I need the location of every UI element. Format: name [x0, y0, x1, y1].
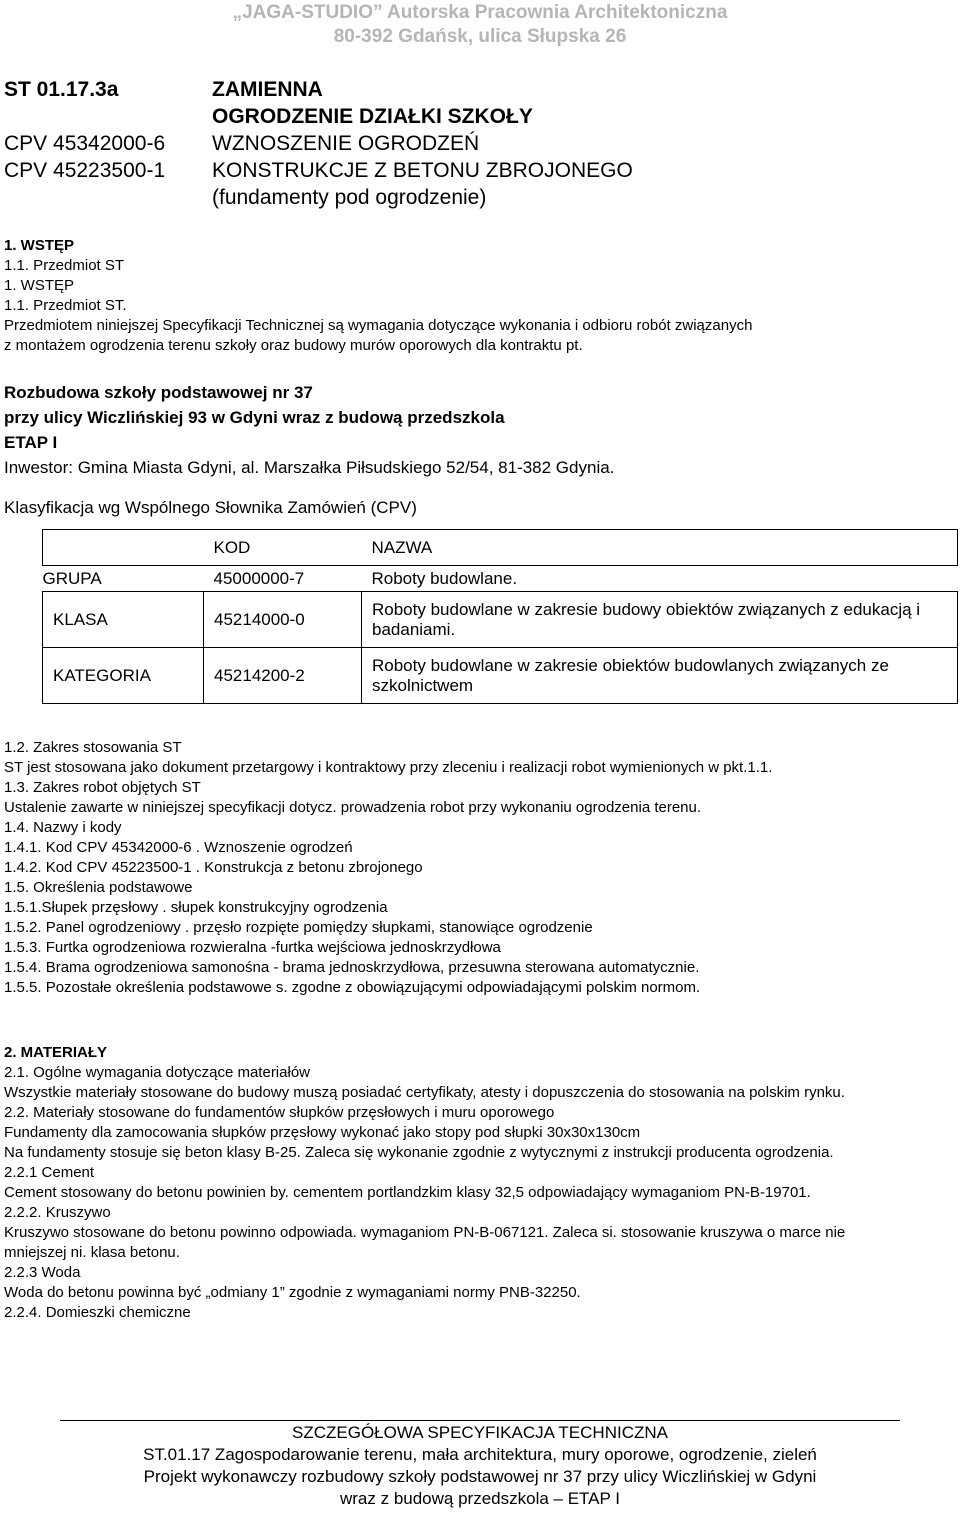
- table-cell-group: KLASA: [43, 592, 204, 648]
- heading-2-2-1: 2.2.1 Cement: [4, 1164, 95, 1181]
- title-line-1: ZAMIENNA: [212, 78, 323, 101]
- letterhead-address: 80-392 Gdańsk, ulica Słupska 26: [333, 26, 627, 47]
- table-cell-name: Roboty budowlane w zakresie obiektów budowlanych związanych ze szkolnictwem: [362, 648, 958, 704]
- intro-paragraph-line-1: Przedmiotem niniejszej Specyfikacji Technicznej są wymagania dotyczące wykonania i odbioru robót związanych: [4, 317, 753, 334]
- project-stage: ETAP I: [4, 433, 58, 452]
- section-1-details: [4, 738, 864, 998]
- heading-materialy: 2. MATERIAŁY: [4, 1044, 108, 1061]
- table-cell-code: 45214200-2: [204, 648, 362, 704]
- paragraph-2-2-2: Kruszywo stosowane do betonu powinno odpowiada. wymaganiom PN-B-067121. Zaleca si. stosowanie kruszywa o marce nie mniejszej ni. klasa betonu.: [4, 1224, 846, 1261]
- heading-1-4: 1.4. Nazwy i kody: [4, 819, 122, 836]
- table-header-kod: KOD: [204, 530, 362, 566]
- item-1-5-5: 1.5.5. Pozostałe określenia podstawowe s. zgodne z obowiązującymi odpowiadającymi polskim normom.: [4, 979, 701, 996]
- table-cell-group: GRUPA: [42, 568, 102, 588]
- title-line-3: WZNOSZENIE OGRODZEŃ: [212, 132, 480, 155]
- project-info: [4, 380, 954, 520]
- footer-divider: [60, 1420, 900, 1421]
- footer-line-3: Projekt wykonawczy rozbudowy szkoły podstawowej nr 37 przy ulicy Wiczlińskiej w Gdyni: [143, 1467, 817, 1486]
- title-line-4: KONSTRUKCJE Z BETONU ZBROJONEGO: [212, 159, 633, 182]
- spacer: [4, 103, 165, 130]
- paragraph-1-3: Ustalenie zawarte w niniejszej specyfikacji dotycz. prowadzenia robot przy wykonaniu ogrodzenia terenu.: [4, 799, 702, 816]
- project-line-1: Rozbudowa szkoły podstawowej nr 37: [4, 383, 313, 402]
- paragraph-2-2-b: Na fundamenty stosuje się beton klasy B-25. Zaleca się wykonanie zgodnie z wytycznymi z instrukcji producenta ogrodzenia.: [4, 1144, 834, 1161]
- table-row: [43, 566, 958, 592]
- investor: Inwestor: Gmina Miasta Gdyni, al. Marszałka Piłsudskiego 52/54, 81-382 Gdynia.: [4, 458, 615, 477]
- heading-2-2-2: 2.2.2. Kruszywo: [4, 1204, 111, 1221]
- item-1-5-4: 1.5.4. Brama ogrodzeniowa samonośna - brama jednoskrzydłowa, przesuwna sterowana automatycznie.: [4, 959, 700, 976]
- paragraph-2-2-a: Fundamenty dla zamocowania słupków przęsłowy wykonać jako stopy pod słupki 30x30x130cm: [4, 1124, 641, 1141]
- table-cell-group: KATEGORIA: [43, 648, 204, 704]
- heading-przedmiot-repeat: 1.1. Przedmiot ST.: [4, 297, 127, 314]
- paragraph-2-2-1: Cement stosowany do betonu powinien by. cementem portlandzkim klasy 32,5 odpowiadający wymaganiom PN-B-19701.: [4, 1184, 811, 1201]
- heading-wstep-repeat: 1. WSTĘP: [4, 277, 75, 294]
- heading-1-2: 1.2. Zakres stosowania ST: [4, 739, 182, 756]
- paragraph-2-1: Wszystkie materiały stosowane do budowy muszą posiadać certyfikaty, atesty i dopuszczenia do stosowania na polskim rynku.: [4, 1084, 845, 1101]
- paragraph-2-2-3: Woda do betonu powinna być „odmiany 1” zgodnie z wymaganiami normy PNB-32250.: [4, 1284, 581, 1301]
- table-header-nazwa: NAZWA: [362, 530, 958, 566]
- heading-przedmiot: 1.1. Przedmiot ST: [4, 257, 125, 274]
- heading-wstep: 1. WSTĘP: [4, 237, 75, 254]
- table-row: [43, 648, 958, 704]
- item-1-5-2: 1.5.2. Panel ogrodzeniowy . przęsło rozpięte pomiędzy słupkami, stanowiące ogrodzenie: [4, 919, 593, 936]
- intro-section: [4, 236, 954, 356]
- heading-1-5: 1.5. Określenia podstawowe: [4, 879, 193, 896]
- project-line-2: przy ulicy Wiczlińskiej 93 w Gdyni wraz z budową przedszkola: [4, 408, 505, 427]
- page-footer: [0, 1422, 960, 1510]
- table-row: [43, 592, 958, 648]
- item-1-5-1: 1.5.1.Słupek przęsłowy . słupek konstrukcyjny ogrodzenia: [4, 899, 388, 916]
- heading-2-2-4: 2.2.4. Domieszki chemiczne: [4, 1304, 191, 1321]
- cpv-heading: Klasyfikacja wg Wspólnego Słownika Zamówień (CPV): [4, 498, 417, 517]
- title-line-2: OGRODZENIE DZIAŁKI SZKOŁY: [212, 105, 533, 128]
- item-1-5-3: 1.5.3. Furtka ogrodzeniowa rozwieralna -furtka wejściowa jednoskrzydłowa: [4, 939, 501, 956]
- footer-line-2: ST.01.17 Zagospodarowanie terenu, mała architektura, mury oporowe, ogrodzenie, zieleń: [143, 1445, 817, 1464]
- paragraph-1-2: ST jest stosowana jako dokument przetargowy i kontraktowy przy zleceniu i realizacji robot wymienionych w pkt.1.1.: [4, 759, 773, 776]
- letterhead-studio: „JAGA-STUDIO” Autorska Pracownia Architektoniczna: [232, 2, 728, 23]
- table-cell-name: Roboty budowlane.: [371, 568, 518, 588]
- footer-line-1: SZCZEGÓŁOWA SPECYFIKACJA TECHNICZNA: [292, 1423, 668, 1442]
- heading-2-2-3: 2.2.3 Woda: [4, 1264, 81, 1281]
- heading-2-2: 2.2. Materiały stosowane do fundamentów słupków przęsłowych i muru oporowego: [4, 1104, 555, 1121]
- cpv-code-2: CPV 45223500-1: [4, 159, 166, 182]
- title-line-5: (fundamenty pod ogrodzenie): [212, 186, 487, 209]
- table-cell: [43, 530, 204, 566]
- spec-codes: [4, 76, 165, 184]
- table-cell-code: 45000000-7: [213, 568, 305, 588]
- intro-paragraph-line-2: z montażem ogrodzenia terenu szkoły oraz budowy murów oporowych dla kontraktu pt.: [4, 337, 583, 354]
- spec-number: ST 01.17.3a: [4, 78, 119, 101]
- section-2-materials: [4, 1043, 894, 1323]
- item-1-4-2: 1.4.2. Kod CPV 45223500-1 . Konstrukcja z betonu zbrojonego: [4, 859, 423, 876]
- heading-2-1: 2.1. Ogólne wymagania dotyczące materiałów: [4, 1064, 310, 1081]
- footer-line-4: wraz z budową przedszkola – ETAP I: [339, 1489, 620, 1508]
- cpv-table: [42, 529, 958, 704]
- cpv-code-1: CPV 45342000-6: [4, 132, 166, 155]
- item-1-4-1: 1.4.1. Kod CPV 45342000-6 . Wznoszenie ogrodzeń: [4, 839, 353, 856]
- table-cell-name: Roboty budowlane w zakresie budowy obiektów związanych z edukacją i badaniami.: [362, 592, 958, 648]
- spec-titles: [212, 76, 633, 211]
- heading-1-3: 1.3. Zakres robot objętych ST: [4, 779, 201, 796]
- table-cell-code: 45214000-0: [204, 592, 362, 648]
- table-header-row: [43, 530, 958, 566]
